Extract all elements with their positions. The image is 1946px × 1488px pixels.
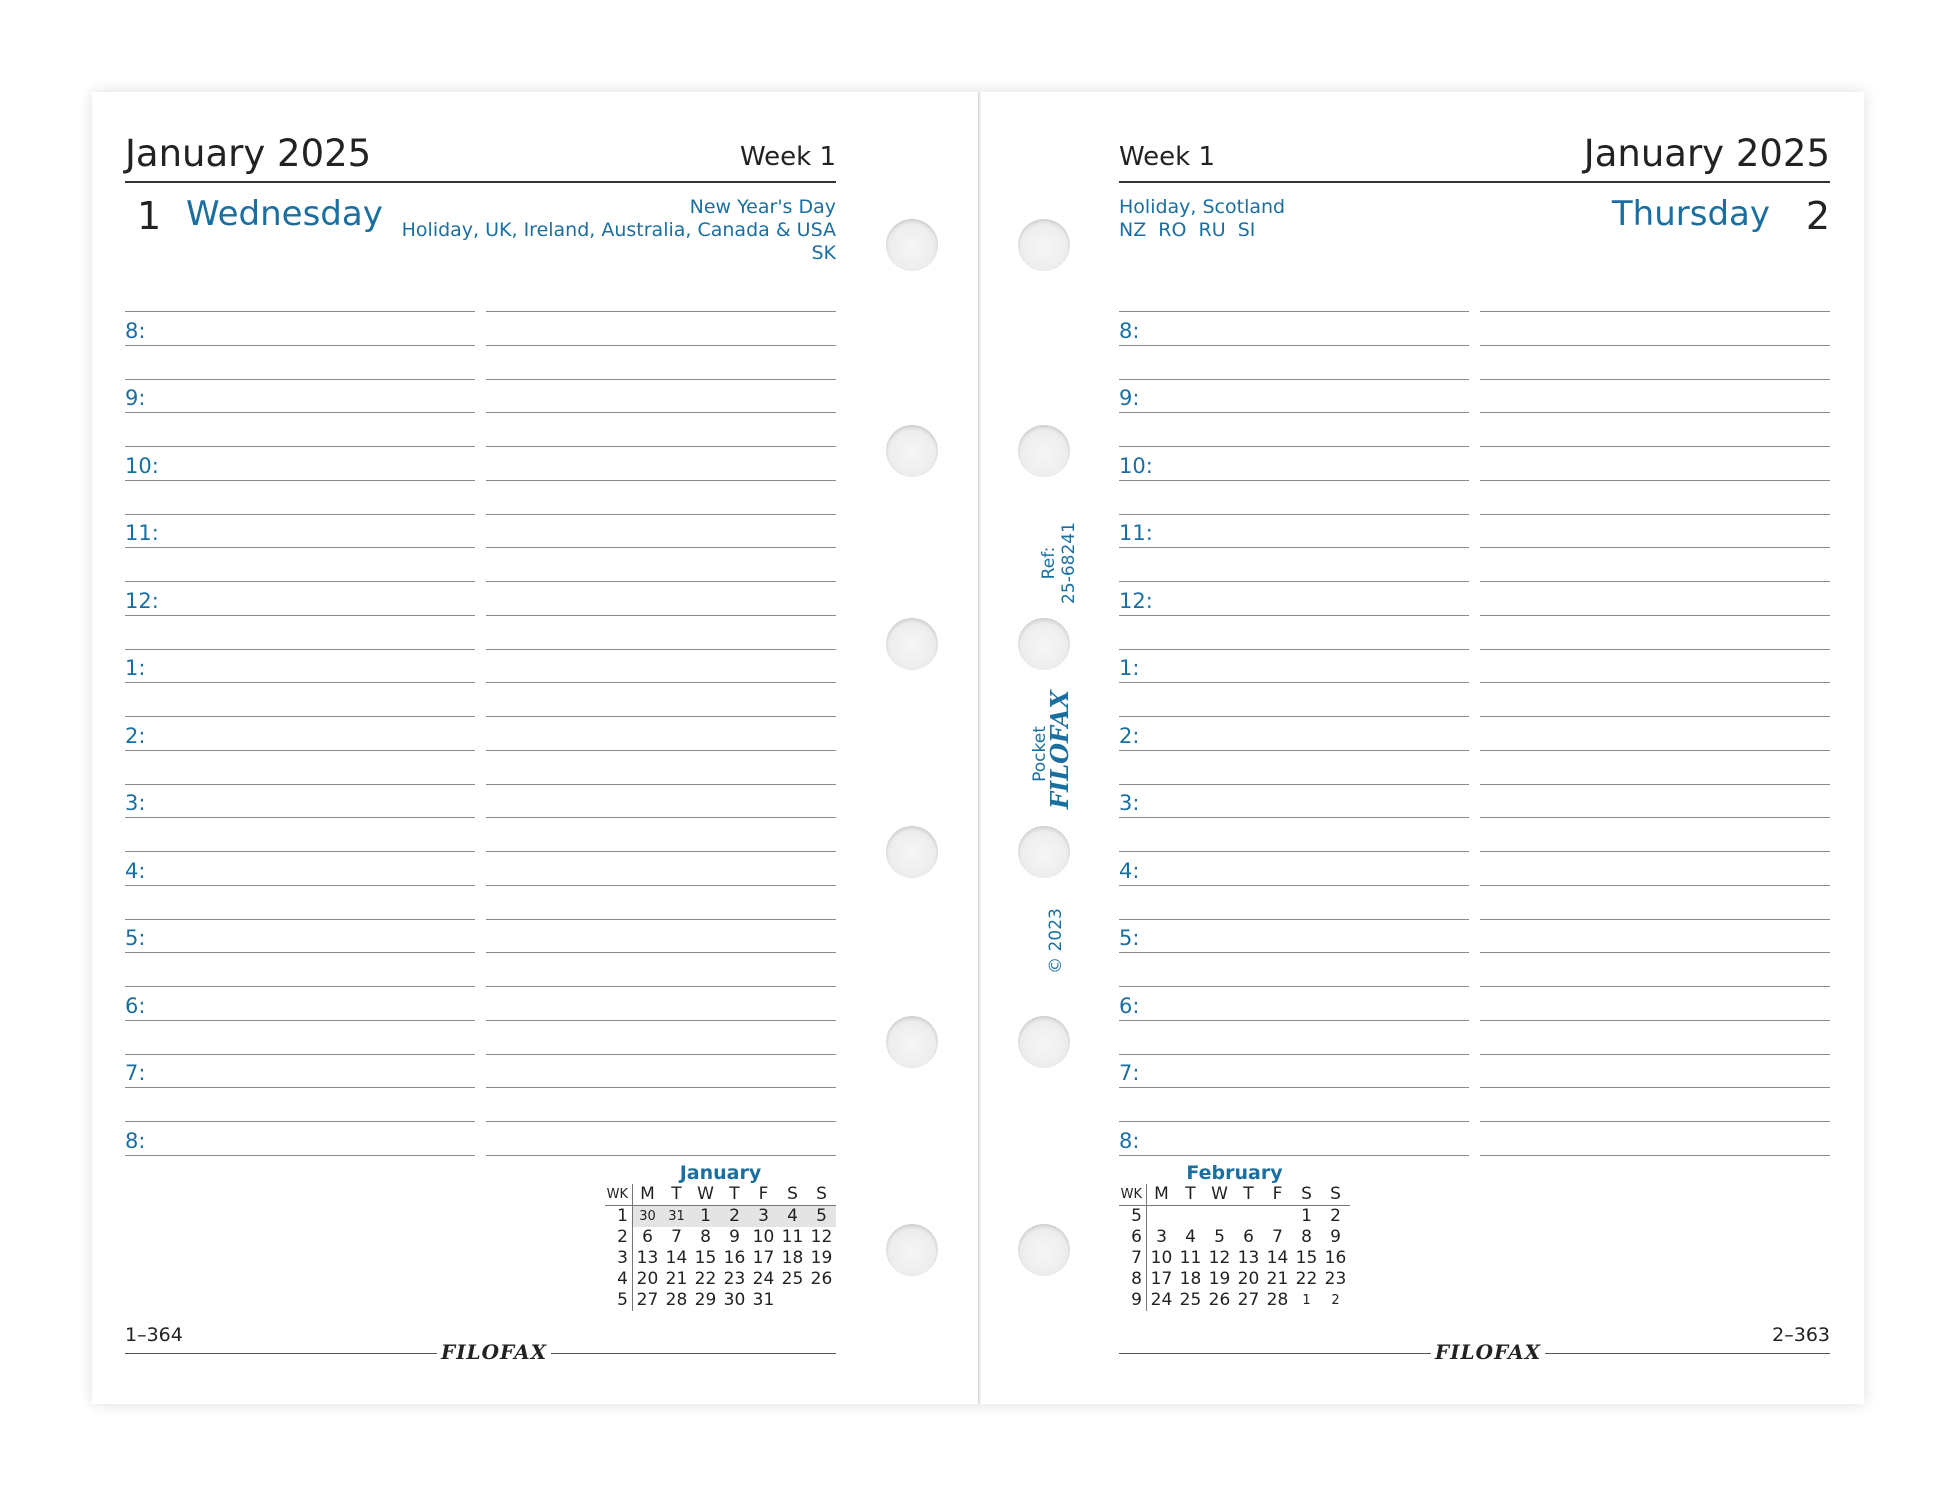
week-number: 5: [605, 1290, 633, 1311]
calendar-day: 9: [729, 1227, 740, 1247]
weekday-header: M: [1154, 1184, 1169, 1204]
spine-ref-number: 25-68241: [1059, 522, 1079, 604]
writing-line: [1119, 851, 1469, 852]
hour-label: 4:: [1119, 859, 1140, 883]
calendar-day: 19: [810, 1248, 833, 1268]
calendar-day: 2: [720, 1206, 749, 1227]
writing-line: [125, 1020, 475, 1021]
holiday-note: SK: [811, 242, 836, 264]
writing-line: [125, 986, 475, 987]
punch-hole: [1018, 219, 1070, 271]
day-number: 1: [137, 194, 162, 238]
calendar-day: 8: [1301, 1227, 1312, 1247]
calendar-day: 23: [723, 1269, 746, 1289]
punch-hole: [1018, 1016, 1070, 1068]
hour-label: 3:: [1119, 791, 1140, 815]
writing-line: [1480, 919, 1830, 920]
calendar-day: 31: [752, 1290, 775, 1310]
writing-line: [125, 1155, 475, 1156]
calendar-day: 11: [781, 1227, 804, 1247]
calendar-day: 22: [1295, 1269, 1318, 1289]
calendar-day: 5: [807, 1206, 836, 1227]
punch-hole: [1018, 425, 1070, 477]
weekday-header: S: [1330, 1184, 1341, 1204]
mini-calendar-week-row: [605, 1290, 836, 1311]
calendar-day: 18: [1179, 1269, 1202, 1289]
calendar-day: 5: [1214, 1227, 1225, 1247]
writing-line: [1119, 547, 1469, 548]
week-label: Week 1: [1119, 142, 1216, 172]
mini-calendar-header: [605, 1184, 836, 1206]
week-column-header: WK: [605, 1184, 633, 1205]
mini-calendar-week-row: [1119, 1206, 1350, 1227]
calendar-day: 3: [1156, 1227, 1167, 1247]
calendar-day: 4: [1185, 1227, 1196, 1247]
hour-label: 11:: [1119, 521, 1153, 545]
appointment-lines: [1119, 92, 1830, 1152]
spine-ref: [1039, 508, 1081, 618]
calendar-day: 27: [636, 1290, 659, 1310]
hour-label: 10:: [1119, 454, 1153, 478]
calendar-day: 3: [749, 1206, 778, 1227]
writing-line: [1480, 716, 1830, 717]
calendar-day: 6: [1243, 1227, 1254, 1247]
hour-label: 12:: [125, 589, 159, 613]
day-name: Thursday: [1611, 194, 1770, 234]
weekday-header: S: [787, 1184, 798, 1204]
mini-calendar-week-row: [605, 1227, 836, 1248]
hour-label: 8:: [125, 319, 146, 343]
hour-label: 8:: [1119, 319, 1140, 343]
calendar-day: 21: [1266, 1269, 1289, 1289]
writing-line: [125, 345, 475, 346]
page-number: 1–364: [125, 1324, 183, 1346]
writing-line: [486, 514, 836, 515]
spine-logo-block: [1030, 690, 1076, 809]
weekday-header: S: [1301, 1184, 1312, 1204]
calendar-day: [1176, 1206, 1205, 1227]
calendar-day: [1263, 1206, 1292, 1227]
calendar-day: 8: [700, 1227, 711, 1247]
writing-line: [486, 581, 836, 582]
spine-copyright: © 2023: [1046, 908, 1066, 974]
writing-line: [125, 547, 475, 548]
calendar-day: 7: [671, 1227, 682, 1247]
punch-hole: [886, 618, 938, 670]
mini-calendar-week-row: [1119, 1269, 1350, 1290]
calendar-day: 30: [633, 1206, 662, 1227]
hour-label: 8:: [1119, 1129, 1140, 1153]
writing-line: [486, 1020, 836, 1021]
page-number: 2–363: [1772, 1324, 1830, 1346]
writing-line: [486, 817, 836, 818]
writing-line: [1480, 379, 1830, 380]
writing-line: [1480, 1155, 1830, 1156]
writing-line: [1480, 885, 1830, 886]
writing-line: [1119, 514, 1469, 515]
mini-calendar-week-row: [1119, 1290, 1350, 1311]
calendar-day: 17: [752, 1248, 775, 1268]
writing-line: [1119, 682, 1469, 683]
hour-label: 5:: [125, 926, 146, 950]
calendar-day: 2: [1330, 1206, 1341, 1226]
writing-line: [1119, 919, 1469, 920]
calendar-day: 9: [1330, 1227, 1341, 1247]
hour-label: 3:: [125, 791, 146, 815]
writing-line: [1119, 412, 1469, 413]
calendar-day: 1: [691, 1206, 720, 1227]
punch-hole: [886, 219, 938, 271]
footer-brand-logo: FILOFAX: [1431, 1340, 1545, 1364]
writing-line: [125, 1121, 475, 1122]
writing-line: [486, 919, 836, 920]
week-number: 5: [1119, 1206, 1147, 1227]
month-year-heading: January 2025: [125, 132, 372, 175]
weekday-header: T: [1243, 1184, 1254, 1204]
writing-line: [1480, 1121, 1830, 1122]
calendar-day: 13: [1237, 1248, 1260, 1268]
weekday-header: S: [816, 1184, 827, 1204]
writing-line: [1119, 1054, 1469, 1055]
writing-line: [486, 345, 836, 346]
writing-line: [1480, 581, 1830, 582]
calendar-day: 14: [665, 1248, 688, 1268]
calendar-day: [1234, 1206, 1263, 1227]
calendar-day: [778, 1290, 807, 1311]
writing-line: [1480, 817, 1830, 818]
writing-line: [1119, 716, 1469, 717]
writing-line: [486, 547, 836, 548]
week-number: 3: [605, 1248, 633, 1269]
writing-line: [1119, 1155, 1469, 1156]
mini-calendar-title: January: [679, 1162, 762, 1184]
punch-hole: [1018, 618, 1070, 670]
calendar-day: [807, 1290, 836, 1311]
writing-line: [1480, 649, 1830, 650]
writing-line: [125, 412, 475, 413]
writing-line: [486, 885, 836, 886]
calendar-day: 28: [1266, 1290, 1289, 1310]
punch-hole: [886, 425, 938, 477]
writing-line: [486, 649, 836, 650]
writing-line: [1119, 1087, 1469, 1088]
writing-line: [1480, 784, 1830, 785]
writing-line: [486, 851, 836, 852]
writing-line: [486, 784, 836, 785]
writing-line: [1480, 514, 1830, 515]
hour-label: 11:: [125, 521, 159, 545]
calendar-day: 26: [1208, 1290, 1231, 1310]
right-page: [1119, 92, 1830, 1404]
mini-calendar: [605, 1162, 836, 1311]
calendar-day: 22: [694, 1269, 717, 1289]
calendar-day: 31: [662, 1206, 691, 1227]
writing-line: [125, 919, 475, 920]
writing-line: [1480, 480, 1830, 481]
day-name: Wednesday: [186, 194, 383, 234]
calendar-day: 12: [810, 1227, 833, 1247]
writing-line: [125, 750, 475, 751]
spine-ref-label: Ref:: [1039, 546, 1059, 580]
writing-line: [125, 581, 475, 582]
hour-label: 1:: [125, 656, 146, 680]
calendar-day: 25: [781, 1269, 804, 1289]
writing-line: [125, 379, 475, 380]
week-column-header: WK: [1119, 1184, 1147, 1205]
writing-line: [486, 379, 836, 380]
mini-calendar-week-row: [605, 1248, 836, 1269]
writing-line: [1119, 379, 1469, 380]
writing-line: [1119, 615, 1469, 616]
week-label: Week 1: [739, 142, 836, 172]
mini-calendar-week-row: [1119, 1248, 1350, 1269]
week-number: 1: [605, 1206, 633, 1227]
weekday-header: T: [729, 1184, 740, 1204]
writing-line: [125, 851, 475, 852]
weekday-header: W: [1211, 1184, 1228, 1204]
writing-line: [125, 952, 475, 953]
week-number: 9: [1119, 1290, 1147, 1311]
writing-line: [125, 817, 475, 818]
writing-line: [1119, 345, 1469, 346]
writing-line: [486, 480, 836, 481]
calendar-day: [1147, 1206, 1176, 1227]
writing-line: [1119, 750, 1469, 751]
writing-line: [125, 682, 475, 683]
punch-hole: [886, 1224, 938, 1276]
writing-line: [1480, 851, 1830, 852]
writing-line: [486, 1087, 836, 1088]
punch-hole: [1018, 826, 1070, 878]
calendar-day: 27: [1237, 1290, 1260, 1310]
calendar-day: 29: [694, 1290, 717, 1310]
writing-line: [1119, 311, 1469, 312]
writing-line: [125, 480, 475, 481]
writing-line: [1119, 784, 1469, 785]
writing-line: [1480, 682, 1830, 683]
left-page: [125, 92, 836, 1404]
appointment-lines: [125, 92, 836, 1152]
calendar-day: 30: [723, 1290, 746, 1310]
calendar-day: 24: [1150, 1290, 1173, 1310]
calendar-day: 7: [1272, 1227, 1283, 1247]
writing-line: [1480, 750, 1830, 751]
hour-label: 12:: [1119, 589, 1153, 613]
weekday-header: F: [1272, 1184, 1283, 1204]
hour-label: 2:: [1119, 724, 1140, 748]
week-number: 7: [1119, 1248, 1147, 1269]
writing-line: [1480, 345, 1830, 346]
writing-line: [125, 716, 475, 717]
writing-line: [1480, 952, 1830, 953]
writing-line: [1119, 649, 1469, 650]
writing-line: [486, 1121, 836, 1122]
calendar-day: 21: [665, 1269, 688, 1289]
writing-line: [1480, 547, 1830, 548]
week-number: 4: [605, 1269, 633, 1290]
hour-label: 10:: [125, 454, 159, 478]
writing-line: [125, 615, 475, 616]
writing-line: [125, 311, 475, 312]
spine-logo: FILOFAX: [1045, 690, 1074, 809]
holiday-note: New Year's Day: [689, 196, 836, 218]
mini-calendar: [1119, 1162, 1350, 1311]
writing-line: [1480, 311, 1830, 312]
writing-line: [1119, 952, 1469, 953]
writing-line: [1119, 1020, 1469, 1021]
calendar-day: 26: [810, 1269, 833, 1289]
weekday-header: T: [671, 1184, 682, 1204]
calendar-day: 20: [636, 1269, 659, 1289]
hour-label: 6:: [1119, 994, 1140, 1018]
writing-line: [486, 1054, 836, 1055]
calendar-day: 18: [781, 1248, 804, 1268]
hour-label: 5:: [1119, 926, 1140, 950]
writing-line: [486, 412, 836, 413]
calendar-day: 14: [1266, 1248, 1289, 1268]
writing-line: [486, 1155, 836, 1156]
week-number: 2: [605, 1227, 633, 1248]
hour-label: 9:: [1119, 386, 1140, 410]
mini-calendar-week-row: [605, 1206, 836, 1227]
writing-line: [125, 649, 475, 650]
week-number: 6: [1119, 1227, 1147, 1248]
calendar-day: 25: [1179, 1290, 1202, 1310]
writing-line: [486, 682, 836, 683]
writing-line: [1480, 615, 1830, 616]
calendar-day: 23: [1324, 1269, 1347, 1289]
writing-line: [486, 750, 836, 751]
writing-line: [125, 784, 475, 785]
footer-brand-logo: FILOFAX: [437, 1340, 551, 1364]
hour-label: 2:: [125, 724, 146, 748]
month-year-heading: January 2025: [1583, 132, 1830, 175]
weekday-header: W: [697, 1184, 714, 1204]
writing-line: [1480, 412, 1830, 413]
calendar-day: 10: [752, 1227, 775, 1247]
calendar-day: 4: [778, 1206, 807, 1227]
mini-calendar-header: [1119, 1184, 1350, 1206]
weekday-header: T: [1185, 1184, 1196, 1204]
writing-line: [486, 615, 836, 616]
punch-hole: [886, 1016, 938, 1068]
calendar-day: 2: [1331, 1293, 1340, 1308]
calendar-day: 16: [1324, 1248, 1347, 1268]
writing-line: [1119, 1121, 1469, 1122]
calendar-day: 15: [1295, 1248, 1318, 1268]
writing-line: [1480, 446, 1830, 447]
calendar-day: 28: [665, 1290, 688, 1310]
hour-label: 9:: [125, 386, 146, 410]
calendar-day: 20: [1237, 1269, 1260, 1289]
hour-label: 8:: [125, 1129, 146, 1153]
weekday-header: F: [758, 1184, 769, 1204]
writing-line: [1119, 446, 1469, 447]
calendar-day: 10: [1150, 1248, 1173, 1268]
holiday-note: Holiday, Scotland: [1119, 196, 1286, 218]
mini-calendar-week-row: [605, 1269, 836, 1290]
calendar-day: 11: [1179, 1248, 1202, 1268]
calendar-day: 12: [1208, 1248, 1231, 1268]
writing-line: [1119, 581, 1469, 582]
calendar-day: 13: [636, 1248, 659, 1268]
writing-line: [486, 446, 836, 447]
mini-calendar-week-row: [1119, 1227, 1350, 1248]
writing-line: [1480, 1087, 1830, 1088]
hour-label: 1:: [1119, 656, 1140, 680]
writing-line: [125, 1054, 475, 1055]
writing-line: [1119, 817, 1469, 818]
writing-line: [125, 1087, 475, 1088]
calendar-day: 15: [694, 1248, 717, 1268]
weekday-header: M: [640, 1184, 655, 1204]
writing-line: [1119, 885, 1469, 886]
holiday-note: Holiday, UK, Ireland, Australia, Canada & USA: [401, 219, 836, 241]
calendar-day: 24: [752, 1269, 775, 1289]
punch-hole: [886, 826, 938, 878]
hour-label: 7:: [1119, 1061, 1140, 1085]
calendar-day: 1: [1302, 1293, 1311, 1308]
writing-line: [486, 952, 836, 953]
writing-line: [486, 311, 836, 312]
calendar-day: 19: [1208, 1269, 1231, 1289]
writing-line: [1480, 1020, 1830, 1021]
holiday-note: NZ RO RU SI: [1119, 219, 1256, 241]
calendar-day: [1205, 1206, 1234, 1227]
mini-calendar-title: February: [1186, 1162, 1283, 1184]
punch-hole: [1018, 1224, 1070, 1276]
writing-line: [125, 446, 475, 447]
writing-line: [1119, 480, 1469, 481]
week-number: 8: [1119, 1269, 1147, 1290]
spine-size-label: Pocket: [1030, 726, 1050, 782]
calendar-day: 16: [723, 1248, 746, 1268]
hour-label: 7:: [125, 1061, 146, 1085]
center-fold: [978, 92, 981, 1404]
hour-label: 4:: [125, 859, 146, 883]
writing-line: [125, 885, 475, 886]
writing-line: [486, 716, 836, 717]
day-number: 2: [1805, 194, 1830, 238]
hour-label: 6:: [125, 994, 146, 1018]
writing-line: [125, 514, 475, 515]
writing-line: [1480, 986, 1830, 987]
calendar-day: 6: [642, 1227, 653, 1247]
calendar-day: 17: [1150, 1269, 1173, 1289]
writing-line: [1480, 1054, 1830, 1055]
writing-line: [1119, 986, 1469, 987]
calendar-day: 1: [1301, 1206, 1312, 1226]
writing-line: [486, 986, 836, 987]
